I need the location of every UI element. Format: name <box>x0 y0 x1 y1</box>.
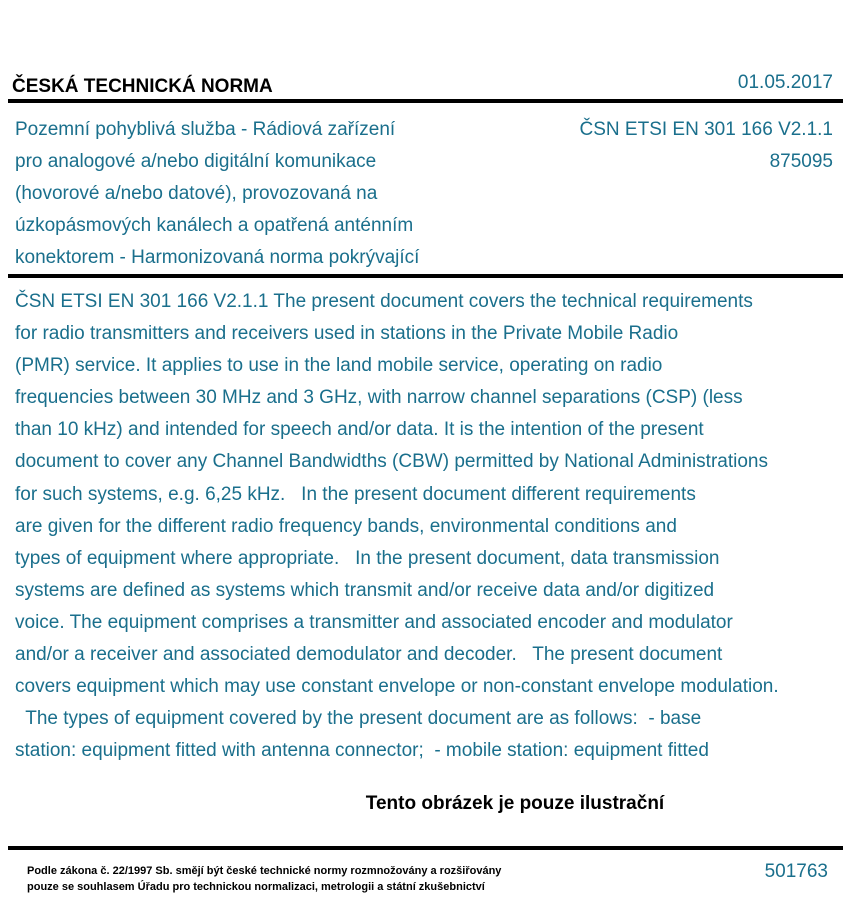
abstract-line: The types of equipment covered by the present document are as follows: - base <box>15 708 702 730</box>
abstract <box>15 286 779 767</box>
legal-line: pouze se souhlasem Úřadu pro technickou normalizaci, metrologii a státní zkušebnictví <box>27 881 485 893</box>
title-line: Pozemní pohyblivá služba - Rádiová zařízení <box>15 119 396 140</box>
document-number: 501763 <box>764 861 828 882</box>
abstract-line: voice. The equipment comprises a transmitter and associated encoder and modulator <box>15 611 733 633</box>
publication-date: 01.05.2017 <box>737 72 833 93</box>
standard-info <box>580 114 833 178</box>
illustration-note: Tento obrázek je pouze ilustrační <box>365 793 665 814</box>
title-line: pro analogové a/nebo digitální komunikace <box>15 151 377 172</box>
abstract-line: station: equipment fitted with antenna connector; - mobile station: equipment fitted <box>15 740 709 762</box>
title-rule <box>8 274 843 278</box>
standard-code: ČSN ETSI EN 301 166 V2.1.1 <box>579 119 833 140</box>
abstract-line: ČSN ETSI EN 301 166 V2.1.1 The present document covers the technical requirements <box>15 291 753 312</box>
abstract-line: types of equipment where appropriate. In the present document, data transmission <box>15 547 720 569</box>
norm-label: ČESKÁ TECHNICKÁ NORMA <box>12 76 273 97</box>
abstract-line: frequencies between 30 MHz and 3 GHz, with narrow channel separations (CSP) (less <box>15 387 743 409</box>
abstract-line: are given for the different radio frequency bands, environmental conditions and <box>15 515 677 537</box>
abstract-line: document to cover any Channel Bandwidths (CBW) permitted by National Administrations <box>15 451 768 473</box>
footer-rule <box>8 846 843 850</box>
legal-line: Podle zákona č. 22/1997 Sb. smějí být české technické normy rozmnožovány a rozšiřovány <box>27 865 502 877</box>
document-title <box>15 114 419 274</box>
title-line: konektorem - Harmonizovaná norma pokrývající <box>15 247 420 268</box>
header-rule <box>8 99 843 103</box>
abstract-line: for radio transmitters and receivers used in stations in the Private Mobile Radio <box>15 323 679 345</box>
abstract-line: than 10 kHz) and intended for speech and/or data. It is the intention of the present <box>15 419 704 441</box>
abstract-line: (PMR) service. It applies to use in the land mobile service, operating on radio <box>15 355 663 377</box>
abstract-line: systems are defined as systems which transmit and/or receive data and/or digitized <box>15 579 715 601</box>
title-line: (hovorové a/nebo datové), provozovaná na <box>15 183 378 204</box>
class-number: 875095 <box>769 151 833 172</box>
abstract-line: for such systems, e.g. 6,25 kHz. In the present document different requirements <box>15 483 696 505</box>
abstract-line: covers equipment which may use constant envelope or non-constant envelope modulation. <box>15 676 779 698</box>
title-line: úzkopásmových kanálech a opatřená anténním <box>15 215 414 236</box>
abstract-line: and/or a receiver and associated demodulator and decoder. The present document <box>15 644 723 666</box>
legal-notice <box>27 863 501 895</box>
